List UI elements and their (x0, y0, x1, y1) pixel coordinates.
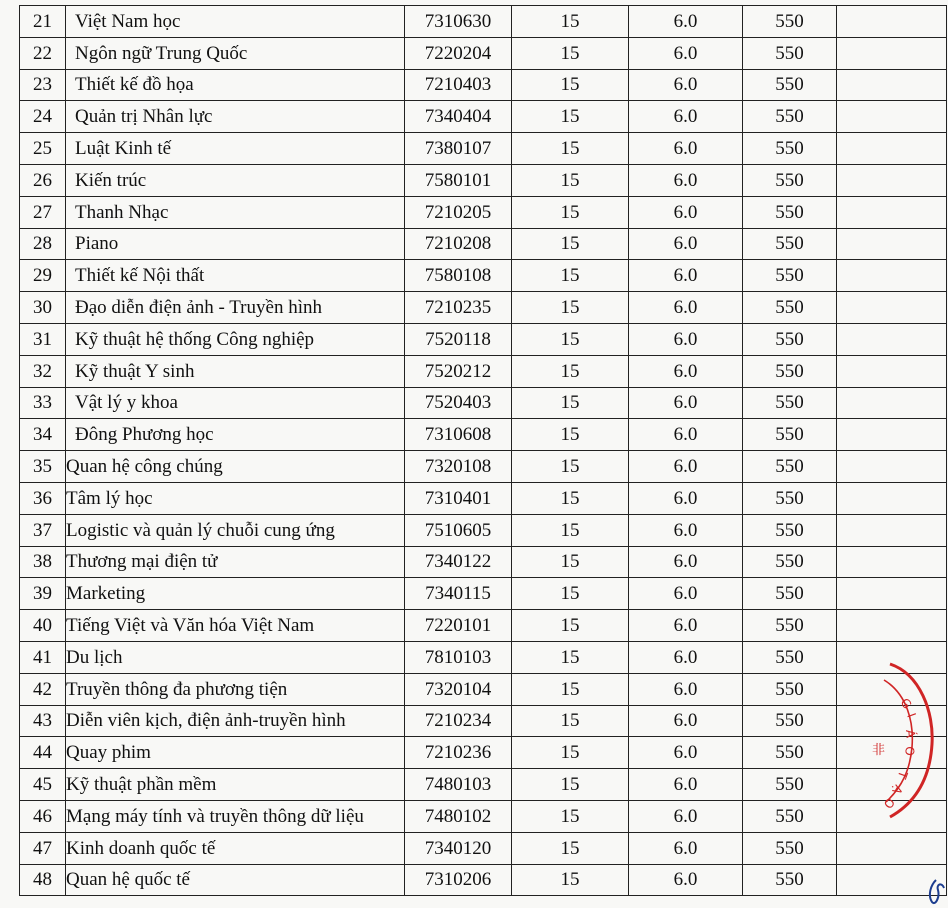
toeic-score-cell: 550 (743, 737, 837, 769)
major-code-cell: 7320108 (405, 451, 512, 483)
ielts-score-cell: 6.0 (629, 69, 743, 101)
major-name-cell: Quan hệ công chúng (66, 451, 405, 483)
ielts-score-cell: 6.0 (629, 37, 743, 69)
table-row (20, 769, 947, 801)
row-number-cell: 45 (20, 769, 66, 801)
quota-value-cell: 15 (512, 101, 629, 133)
major-code-cell: 7320104 (405, 673, 512, 705)
table-row (20, 292, 947, 324)
major-name-cell: Quay phim (66, 737, 405, 769)
table-row (20, 133, 947, 165)
note-cell (837, 737, 947, 769)
table-row (20, 514, 947, 546)
toeic-score-cell: 550 (743, 451, 837, 483)
quota-value-cell: 15 (512, 610, 629, 642)
major-name-cell: Thiết kế Nội thất (66, 260, 405, 292)
row-number-cell: 24 (20, 101, 66, 133)
note-cell (837, 323, 947, 355)
row-number-cell: 43 (20, 705, 66, 737)
table-row (20, 69, 947, 101)
major-code-cell: 7480102 (405, 800, 512, 832)
major-name-cell: Kỹ thuật phần mềm (66, 769, 405, 801)
toeic-score-cell: 550 (743, 196, 837, 228)
table-row (20, 832, 947, 864)
major-code-cell: 7310401 (405, 482, 512, 514)
note-cell (837, 164, 947, 196)
row-number-cell: 23 (20, 69, 66, 101)
major-code-cell: 7310630 (405, 6, 512, 38)
quota-value-cell: 15 (512, 164, 629, 196)
table-row (20, 737, 947, 769)
major-code-cell: 7520212 (405, 355, 512, 387)
quota-value-cell: 15 (512, 6, 629, 38)
quota-value-cell: 15 (512, 864, 629, 896)
note-cell (837, 355, 947, 387)
ielts-score-cell: 6.0 (629, 133, 743, 165)
table-row (20, 228, 947, 260)
note-cell (837, 69, 947, 101)
note-cell (837, 6, 947, 38)
row-number-cell: 38 (20, 546, 66, 578)
toeic-score-cell: 550 (743, 705, 837, 737)
row-number-cell: 32 (20, 355, 66, 387)
quota-value-cell: 15 (512, 514, 629, 546)
majors-table (19, 5, 947, 896)
ielts-score-cell: 6.0 (629, 514, 743, 546)
row-number-cell: 33 (20, 387, 66, 419)
major-code-cell: 7210236 (405, 737, 512, 769)
note-cell (837, 292, 947, 324)
major-name-cell: Diễn viên kịch, điện ảnh-truyền hình (66, 705, 405, 737)
toeic-score-cell: 550 (743, 832, 837, 864)
row-number-cell: 44 (20, 737, 66, 769)
toeic-score-cell: 550 (743, 387, 837, 419)
quota-value-cell: 15 (512, 578, 629, 610)
major-name-cell: Luật Kinh tế (66, 133, 405, 165)
major-code-cell: 7210205 (405, 196, 512, 228)
note-cell (837, 800, 947, 832)
svg-text:非: 非 (872, 743, 886, 758)
ielts-score-cell: 6.0 (629, 800, 743, 832)
table-row (20, 419, 947, 451)
quota-value-cell: 15 (512, 482, 629, 514)
major-name-cell: Việt Nam học (66, 6, 405, 38)
toeic-score-cell: 550 (743, 228, 837, 260)
quota-value-cell: 15 (512, 133, 629, 165)
toeic-score-cell: 550 (743, 610, 837, 642)
note-cell (837, 641, 947, 673)
table-row (20, 800, 947, 832)
svg-text:O: O (880, 795, 898, 812)
quota-value-cell: 15 (512, 800, 629, 832)
svg-text:Á: Á (903, 729, 918, 739)
quota-value-cell: 15 (512, 546, 629, 578)
table-row (20, 37, 947, 69)
table-row (20, 355, 947, 387)
quota-value-cell: 15 (512, 769, 629, 801)
ielts-score-cell: 6.0 (629, 355, 743, 387)
ielts-score-cell: 6.0 (629, 164, 743, 196)
toeic-score-cell: 550 (743, 323, 837, 355)
toeic-score-cell: 550 (743, 6, 837, 38)
quota-value-cell: 15 (512, 292, 629, 324)
toeic-score-cell: 550 (743, 101, 837, 133)
major-name-cell: Thiết kế đồ họa (66, 69, 405, 101)
row-number-cell: 27 (20, 196, 66, 228)
major-name-cell: Mạng máy tính và truyền thông dữ liệu (66, 800, 405, 832)
major-code-cell: 7480103 (405, 769, 512, 801)
ielts-score-cell: 6.0 (629, 578, 743, 610)
major-code-cell: 7340122 (405, 546, 512, 578)
note-cell (837, 451, 947, 483)
major-code-cell: 7210403 (405, 69, 512, 101)
major-name-cell: Quản trị Nhân lực (66, 101, 405, 133)
major-name-cell: Tâm lý học (66, 482, 405, 514)
quota-value-cell: 15 (512, 228, 629, 260)
major-name-cell: Marketing (66, 578, 405, 610)
svg-text:I: I (904, 711, 919, 720)
ielts-score-cell: 6.0 (629, 292, 743, 324)
note-cell (837, 546, 947, 578)
svg-text:Ạ: Ạ (889, 782, 906, 797)
toeic-score-cell: 550 (743, 514, 837, 546)
table-body (20, 6, 947, 896)
toeic-score-cell: 550 (743, 133, 837, 165)
ielts-score-cell: 6.0 (629, 832, 743, 864)
row-number-cell: 25 (20, 133, 66, 165)
toeic-score-cell: 550 (743, 769, 837, 801)
row-number-cell: 47 (20, 832, 66, 864)
quota-value-cell: 15 (512, 832, 629, 864)
note-cell (837, 769, 947, 801)
major-code-cell: 7220204 (405, 37, 512, 69)
note-cell (837, 705, 947, 737)
toeic-score-cell: 550 (743, 546, 837, 578)
row-number-cell: 41 (20, 641, 66, 673)
major-code-cell: 7220101 (405, 610, 512, 642)
table-row (20, 387, 947, 419)
major-code-cell: 7580108 (405, 260, 512, 292)
ielts-score-cell: 6.0 (629, 864, 743, 896)
table-row (20, 6, 947, 38)
quota-value-cell: 15 (512, 451, 629, 483)
toeic-score-cell: 550 (743, 673, 837, 705)
quota-value-cell: 15 (512, 387, 629, 419)
quota-value-cell: 15 (512, 260, 629, 292)
table-row (20, 705, 947, 737)
toeic-score-cell: 550 (743, 164, 837, 196)
major-name-cell: Đông Phương học (66, 419, 405, 451)
major-code-cell: 7580101 (405, 164, 512, 196)
note-cell (837, 514, 947, 546)
note-cell (837, 387, 947, 419)
major-code-cell: 7310206 (405, 864, 512, 896)
toeic-score-cell: 550 (743, 864, 837, 896)
table-row (20, 196, 947, 228)
note-cell (837, 482, 947, 514)
major-name-cell: Du lịch (66, 641, 405, 673)
row-number-cell: 29 (20, 260, 66, 292)
toeic-score-cell: 550 (743, 578, 837, 610)
ielts-score-cell: 6.0 (629, 260, 743, 292)
toeic-score-cell: 550 (743, 355, 837, 387)
quota-value-cell: 15 (512, 673, 629, 705)
note-cell (837, 610, 947, 642)
ielts-score-cell: 6.0 (629, 387, 743, 419)
ielts-score-cell: 6.0 (629, 737, 743, 769)
note-cell (837, 864, 947, 896)
row-number-cell: 46 (20, 800, 66, 832)
major-code-cell: 7340115 (405, 578, 512, 610)
toeic-score-cell: 550 (743, 641, 837, 673)
note-cell (837, 673, 947, 705)
major-code-cell: 7340404 (405, 101, 512, 133)
quota-value-cell: 15 (512, 323, 629, 355)
ielts-score-cell: 6.0 (629, 101, 743, 133)
quota-value-cell: 15 (512, 641, 629, 673)
table-row (20, 578, 947, 610)
table-row (20, 641, 947, 673)
major-name-cell: Đạo diễn điện ảnh - Truyền hình (66, 292, 405, 324)
major-name-cell: Quan hệ quốc tế (66, 864, 405, 896)
major-name-cell: Logistic và quản lý chuỗi cung ứng (66, 514, 405, 546)
ielts-score-cell: 6.0 (629, 705, 743, 737)
major-code-cell: 7310608 (405, 419, 512, 451)
major-name-cell: Thương mại điện tử (66, 546, 405, 578)
major-name-cell: Piano (66, 228, 405, 260)
ielts-score-cell: 6.0 (629, 419, 743, 451)
table-row (20, 323, 947, 355)
row-number-cell: 21 (20, 6, 66, 38)
quota-value-cell: 15 (512, 705, 629, 737)
table-row (20, 673, 947, 705)
major-name-cell: Kinh doanh quốc tế (66, 832, 405, 864)
major-name-cell: Vật lý y khoa (66, 387, 405, 419)
ielts-score-cell: 6.0 (629, 323, 743, 355)
note-cell (837, 228, 947, 260)
toeic-score-cell: 550 (743, 800, 837, 832)
major-name-cell: Thanh Nhạc (66, 196, 405, 228)
ielts-score-cell: 6.0 (629, 673, 743, 705)
row-number-cell: 26 (20, 164, 66, 196)
quota-value-cell: 15 (512, 737, 629, 769)
ielts-score-cell: 6.0 (629, 610, 743, 642)
ielts-score-cell: 6.0 (629, 641, 743, 673)
major-name-cell: Kỹ thuật hệ thống Công nghiệp (66, 323, 405, 355)
ielts-score-cell: 6.0 (629, 546, 743, 578)
quota-value-cell: 15 (512, 196, 629, 228)
row-number-cell: 40 (20, 610, 66, 642)
table-row (20, 546, 947, 578)
note-cell (837, 832, 947, 864)
note-cell (837, 260, 947, 292)
row-number-cell: 35 (20, 451, 66, 483)
quota-value-cell: 15 (512, 37, 629, 69)
row-number-cell: 28 (20, 228, 66, 260)
ielts-score-cell: 6.0 (629, 196, 743, 228)
table-row (20, 101, 947, 133)
quota-value-cell: 15 (512, 69, 629, 101)
toeic-score-cell: 550 (743, 260, 837, 292)
toeic-score-cell: 550 (743, 69, 837, 101)
major-code-cell: 7210234 (405, 705, 512, 737)
major-name-cell: Kiến trúc (66, 164, 405, 196)
ielts-score-cell: 6.0 (629, 482, 743, 514)
note-cell (837, 196, 947, 228)
note-cell (837, 37, 947, 69)
ielts-score-cell: 6.0 (629, 6, 743, 38)
row-number-cell: 37 (20, 514, 66, 546)
table-row (20, 164, 947, 196)
major-name-cell: Tiếng Việt và Văn hóa Việt Nam (66, 610, 405, 642)
quota-value-cell: 15 (512, 355, 629, 387)
table-row (20, 864, 947, 896)
row-number-cell: 48 (20, 864, 66, 896)
note-cell (837, 578, 947, 610)
quota-value-cell: 15 (512, 419, 629, 451)
major-name-cell: Truyền thông đa phương tiện (66, 673, 405, 705)
row-number-cell: 30 (20, 292, 66, 324)
major-code-cell: 7210208 (405, 228, 512, 260)
toeic-score-cell: 550 (743, 419, 837, 451)
svg-text:O: O (902, 745, 917, 757)
major-code-cell: 7210235 (405, 292, 512, 324)
note-cell (837, 101, 947, 133)
toeic-score-cell: 550 (743, 292, 837, 324)
table-row (20, 482, 947, 514)
row-number-cell: 36 (20, 482, 66, 514)
major-code-cell: 7510605 (405, 514, 512, 546)
ielts-score-cell: 6.0 (629, 451, 743, 483)
note-cell (837, 133, 947, 165)
ielts-score-cell: 6.0 (629, 228, 743, 260)
note-cell (837, 419, 947, 451)
major-code-cell: 7380107 (405, 133, 512, 165)
major-code-cell: 7520118 (405, 323, 512, 355)
table-row (20, 260, 947, 292)
major-code-cell: 7810103 (405, 641, 512, 673)
table-row (20, 610, 947, 642)
toeic-score-cell: 550 (743, 37, 837, 69)
svg-text:G: G (897, 695, 915, 712)
major-code-cell: 7520403 (405, 387, 512, 419)
row-number-cell: 31 (20, 323, 66, 355)
row-number-cell: 34 (20, 419, 66, 451)
major-name-cell: Kỹ thuật Y sinh (66, 355, 405, 387)
row-number-cell: 39 (20, 578, 66, 610)
major-code-cell: 7340120 (405, 832, 512, 864)
toeic-score-cell: 550 (743, 482, 837, 514)
major-name-cell: Ngôn ngữ Trung Quốc (66, 37, 405, 69)
ielts-score-cell: 6.0 (629, 769, 743, 801)
row-number-cell: 22 (20, 37, 66, 69)
table-row (20, 451, 947, 483)
row-number-cell: 42 (20, 673, 66, 705)
svg-text:T: T (894, 768, 911, 781)
